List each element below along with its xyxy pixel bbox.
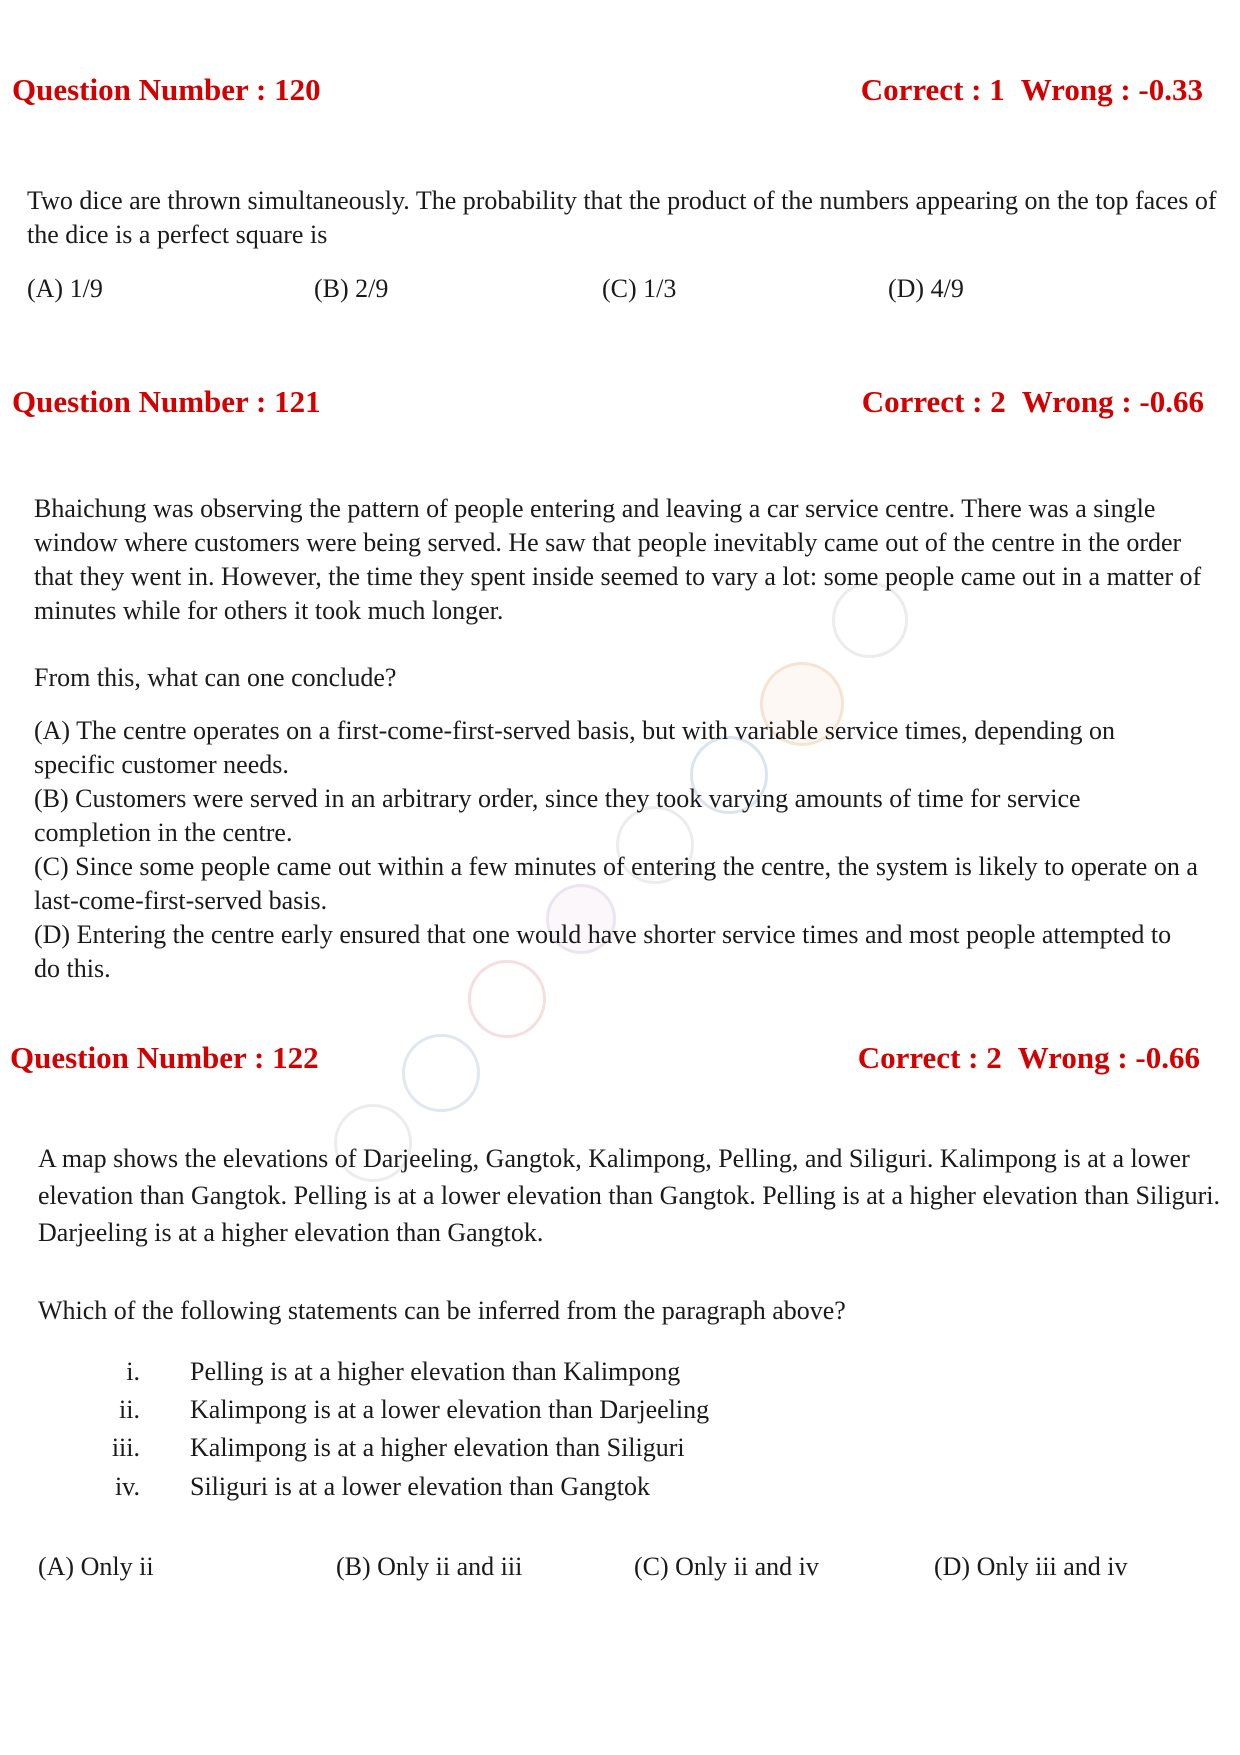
option-b: (B) Only ii and iii [336, 1552, 523, 1581]
statement-number: ii. [119, 1395, 140, 1424]
option-c: (C) Since some people came out within a few minutes of entering the centre, the system is likely to operate on a last-come-first-served basis. [34, 852, 1198, 915]
statement-text: Kalimpong is at a lower elevation than Darjeeling [190, 1395, 710, 1424]
question-header [0, 1040, 1240, 1084]
statement-text: Kalimpong is at a higher elevation than Siliguri [190, 1433, 685, 1462]
question-prompt: From this, what can one conclude? [34, 663, 397, 692]
correct-marks: Correct : 2 [857, 1040, 1002, 1075]
question-number: Question Number : 122 [10, 1040, 319, 1075]
option-c: (C) 1/3 [602, 274, 677, 303]
statement-text: Pelling is at a higher elevation than Kalimpong [190, 1357, 681, 1386]
option-b: (B) 2/9 [314, 274, 389, 303]
question-prompt: Which of the following statements can be inferred from the paragraph above? [38, 1296, 846, 1325]
option-a: (A) Only ii [38, 1552, 154, 1581]
question-text: Bhaichung was observing the pattern of people entering and leaving a car service centre. There was a single window where customers were being served. He saw that people inevitably came out of the centre in the order that they went in. However, the time they spent inside seemed to vary a lot: some people came out in a matter of minutes while for others it took much longer. [34, 494, 1202, 625]
question-number: Question Number : 120 [12, 72, 321, 107]
wrong-marks: Wrong : -0.66 [1017, 1040, 1200, 1075]
wrong-marks: Wrong : -0.66 [1021, 384, 1204, 419]
option-d: (D) 4/9 [888, 274, 964, 303]
question-number: Question Number : 121 [12, 384, 321, 419]
option-d: (D) Entering the centre early ensured that one would have shorter service times and most people attempted to do this. [34, 920, 1172, 983]
marking-scheme [862, 384, 1204, 420]
question-header [0, 72, 1240, 116]
option-a: (A) 1/9 [27, 274, 103, 303]
correct-marks: Correct : 2 [861, 384, 1006, 419]
option-a: (A) The centre operates on a first-come-first-served basis, but with variable service times, depending on specific customer needs. [34, 716, 1116, 779]
option-c: (C) Only ii and iv [634, 1552, 819, 1581]
option-b: (B) Customers were served in an arbitrary order, since they took varying amounts of time for service completion in the centre. [34, 784, 1081, 847]
option-d: (D) Only iii and iv [934, 1552, 1128, 1581]
statement-number: iv. [114, 1472, 140, 1501]
marking-scheme [861, 72, 1203, 108]
statement-number: i. [126, 1357, 140, 1386]
statement-text: Siliguri is at a lower elevation than Gangtok [190, 1472, 650, 1501]
marking-scheme [858, 1040, 1200, 1076]
question-text: A map shows the elevations of Darjeeling, Gangtok, Kalimpong, Pelling, and Siliguri. Kalimpong is at a lower elevation than Gangtok. Pelling is at a lower elevation than Gangtok. Pelling is at a higher elevation than Siliguri. Darjeeling is at a higher elevation than Gangtok. [38, 1144, 1221, 1247]
correct-marks: Correct : 1 [860, 72, 1005, 107]
question-text: Two dice are thrown simultaneously. The probability that the product of the numbers appearing on the top faces of the dice is a perfect square is [27, 186, 1217, 249]
wrong-marks: Wrong : -0.33 [1020, 72, 1203, 107]
statement-number: iii. [111, 1433, 140, 1462]
question-header [0, 384, 1240, 428]
